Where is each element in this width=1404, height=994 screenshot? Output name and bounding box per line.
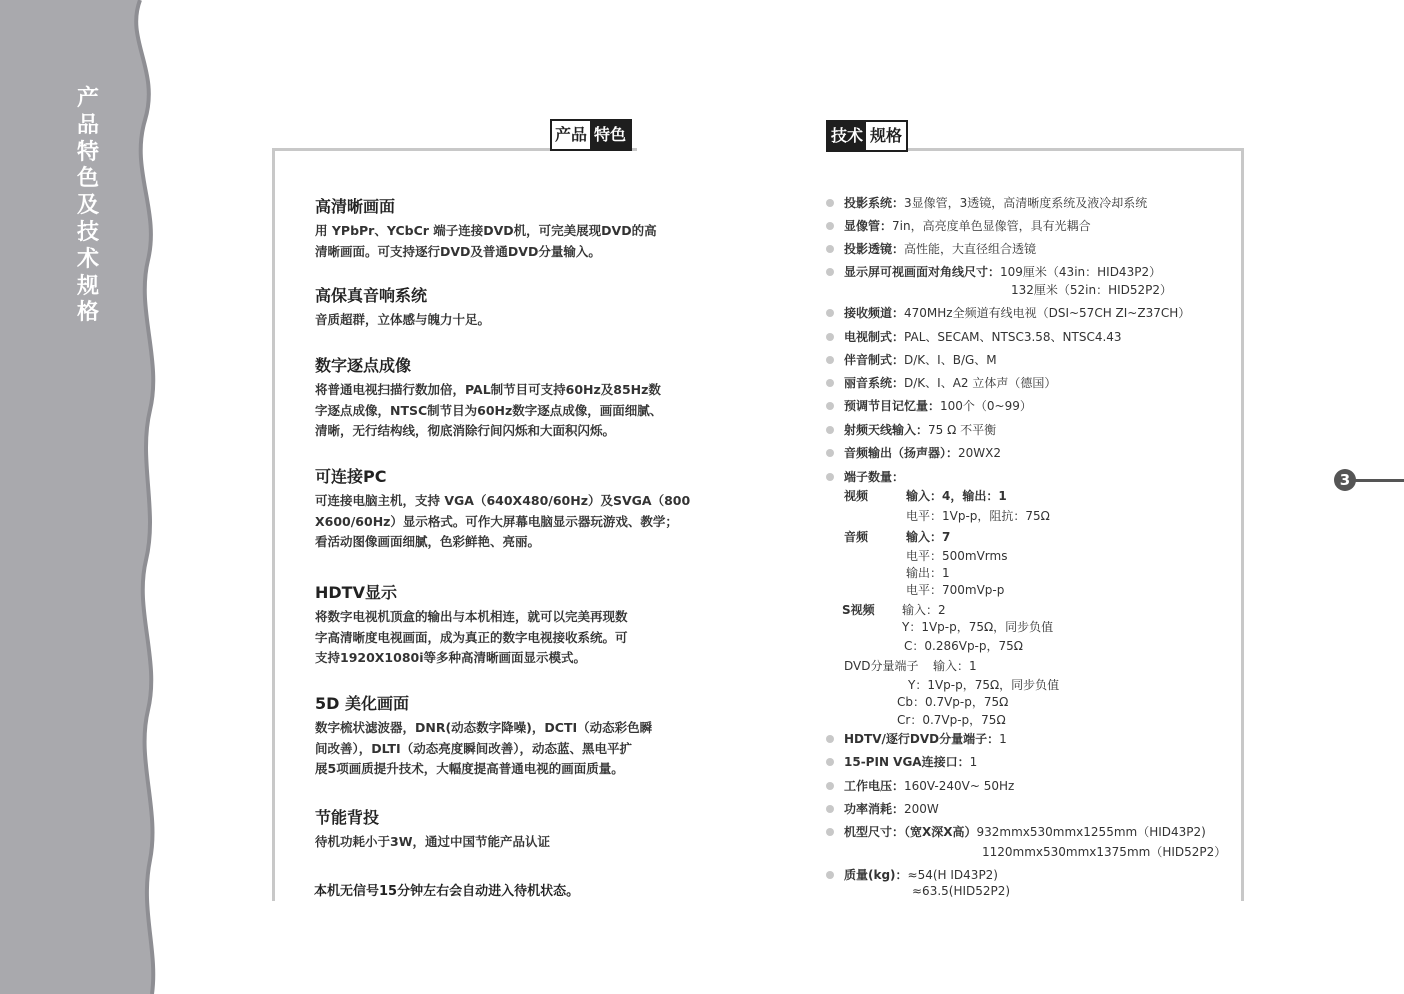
bullet-icon [826, 222, 834, 230]
spec-value: 200W [904, 802, 939, 816]
terminal-audio-out: 输出：1 [906, 566, 950, 580]
spec-label: 接收频道： [844, 306, 905, 320]
spec-value: 20WX2 [958, 446, 1002, 460]
feature-line: 间改善），DLTI（动态亮度瞬间改善），动态蓝、黑电平扩 [315, 740, 632, 756]
feature-title: 高保真音响系统 [315, 286, 428, 305]
title-char: 及 [76, 193, 99, 219]
feature-section [315, 467, 705, 553]
feature-line: 展5项画质提升技术，大幅度提高普通电视的画面质量。 [315, 761, 624, 776]
terminal-dvd-label: DVD分量端子 [844, 659, 919, 673]
terminal-video-io: 输入：4，输出：1 [906, 489, 1007, 503]
feature-title: 节能背投 [315, 808, 380, 827]
feature-line: 清晰，无行结构线，彻底消除行间闪烁和大面积闪烁。 [315, 423, 616, 438]
bullet-icon [826, 245, 834, 253]
spec-value-extra: 1120mmx530mmx1375mm（HID52P2） [982, 845, 1227, 859]
feature-title: 5D 美化画面 [315, 694, 409, 713]
bullet-icon [826, 379, 834, 387]
spec-value: 3显像管，3透镜，高清晰度系统及液冷却系统 [904, 196, 1148, 210]
terminal-video-level: 电平：1Vp-p，阻抗：75Ω [906, 509, 1050, 523]
spec-value: 7in，高亮度单色显像管，具有光耦合 [892, 219, 1091, 233]
terminal-dvd-y: Y：1Vp-p，75Ω，同步负值 [908, 678, 1060, 692]
feature-title: HDTV显示 [315, 583, 397, 602]
spec-item [826, 421, 1226, 438]
spec-item [826, 397, 1226, 414]
feature-line: 看活动图像画面细腻，色彩鲜艳、亮丽。 [315, 534, 541, 549]
terminal-audio-level-in: 电平：500mVrms [906, 549, 1008, 563]
terminal-audio-in: 输入：7 [906, 530, 951, 544]
spec-value: D/K、I、B/G、M [904, 353, 997, 367]
terminal-dvd-cb: Cb：0.7Vp-p，75Ω [897, 695, 1009, 709]
specs-heading [826, 120, 908, 152]
feature-line: 字高清晰度电视画面，成为真正的数字电视接收系统。可 [315, 629, 628, 645]
feature-section [315, 583, 705, 669]
terminal-video-label: 视频 [844, 489, 869, 503]
standby-note: 本机无信号15分钟左右会自动进入待机状态。 [314, 884, 580, 899]
spec-value: 932mmx530mmx1255mm（HID43P2) [976, 825, 1206, 839]
features-heading-part1: 产品 [555, 125, 588, 144]
feature-line: X600/60Hz）显示格式。可作大屏幕电脑显示器玩游戏、教学； [315, 513, 678, 529]
terminal-dvd-in: 输入：1 [933, 659, 977, 673]
spec-label: 伴音制式： [844, 353, 905, 367]
spec-value: ≈54(H ID43P2) [907, 868, 998, 882]
spec-value: 高性能，大直径组合透镜 [904, 242, 1037, 256]
spec-label: 丽音系统： [844, 376, 905, 390]
bullet-icon [826, 758, 834, 766]
terminal-dvd-cr: Cr：0.7Vp-p，75Ω [897, 713, 1006, 727]
bullet-icon [826, 735, 834, 743]
side-banner [0, 0, 175, 994]
title-char: 色 [76, 166, 99, 192]
bullet-icon [826, 871, 834, 879]
feature-line: 待机功耗小于3W，通过中国节能产品认证 [315, 834, 550, 849]
spec-value: PAL、SECAM、NTSC3.58、NTSC4.43 [904, 330, 1122, 344]
features-heading [550, 119, 632, 151]
spec-value: D/K、I、A2 立体声（德国） [904, 376, 1057, 390]
feature-section [315, 694, 705, 780]
title-char: 品 [76, 112, 99, 138]
spec-item [826, 217, 1226, 234]
feature-line: 音质超群，立体感与魄力十足。 [315, 312, 491, 327]
spec-value: 160V-240V~ 50Hz [904, 779, 1015, 793]
spec-label: 电视制式： [844, 330, 905, 344]
bullet-icon [826, 473, 834, 481]
spec-item [826, 800, 1226, 817]
title-char: 格 [76, 300, 99, 326]
feature-line: 清晰画面。可支持逐行DVD及普通DVD分量输入。 [315, 243, 601, 259]
spec-label: 质量(kg)： [844, 868, 908, 882]
spec-value: 75 Ω 不平衡 [928, 423, 997, 437]
spec-item [826, 444, 1226, 461]
spec-item [826, 753, 1226, 770]
terminal-svideo-c: C：0.286Vp-p，75Ω [904, 639, 1023, 653]
feature-line: 字逐点成像，NTSC制节目为60Hz数字逐点成像，画面细腻、 [315, 402, 663, 418]
bullet-icon [826, 309, 834, 317]
bullet-icon [826, 449, 834, 457]
feature-section [315, 197, 705, 262]
spec-item [826, 866, 1226, 883]
feature-title: 高清晰画面 [315, 197, 396, 216]
title-char: 产 [76, 86, 99, 111]
terminal-svideo-y: Y：1Vp-p，75Ω，同步负值 [902, 620, 1054, 634]
spec-label: 投影透镜： [844, 242, 905, 256]
feature-line: 将数字电视机顶盒的输出与本机相连，就可以完美再现数 [315, 609, 628, 624]
feature-section [315, 808, 705, 853]
spec-value: 1 [999, 732, 1007, 746]
feature-section [315, 356, 705, 442]
spec-label: 投影系统： [844, 196, 905, 210]
title-char: 技 [76, 219, 99, 245]
spec-value: 109厘米（43in：HID43P2） [1000, 265, 1162, 279]
title-char: 术 [76, 246, 99, 272]
spec-item [826, 351, 1226, 368]
terminal-svideo-in: 输入：2 [902, 603, 946, 617]
spec-label: 显像管： [844, 219, 893, 233]
title-char: 特 [76, 139, 99, 165]
spec-label: 显示屏可视画面对角线尺寸： [844, 265, 1001, 279]
spec-value-extra: 132厘米（52in：HID52P2） [1011, 283, 1173, 297]
bullet-icon [826, 333, 834, 341]
bullet-icon [826, 268, 834, 276]
feature-section [315, 286, 705, 331]
title-char: 规 [76, 273, 99, 299]
spec-item [826, 194, 1226, 211]
bullet-icon [826, 828, 834, 836]
features-heading-part2: 特色 [590, 121, 630, 149]
feature-title: 可连接PC [315, 467, 387, 486]
spec-item [826, 777, 1226, 794]
spec-value: 100个（0~99） [940, 399, 1032, 413]
feature-line: 支持1920X1080i等多种高清晰画面显示模式。 [315, 650, 587, 665]
spec-label: 机型尺寸：（宽X深X高） [844, 825, 977, 839]
spec-item [826, 328, 1226, 345]
bullet-icon [826, 199, 834, 207]
bullet-icon [826, 426, 834, 434]
feature-line: 可连接电脑主机，支持 VGA（640X480/60Hz）及SVGA（800 [315, 493, 691, 508]
feature-line: 将普通电视扫描行数加倍，PAL制节目可支持60Hz及85Hz数 [315, 382, 661, 397]
spec-label: 15-PIN VGA连接口： [844, 755, 970, 769]
spec-item [826, 304, 1226, 321]
bullet-icon [826, 356, 834, 364]
spec-label: 功率消耗： [844, 802, 905, 816]
terminal-audio-level-out: 电平：700mVp-p [906, 583, 1005, 597]
feature-line: 用 YPbPr、YCbCr 端子连接DVD机，可完美展现DVD的高 [315, 223, 657, 238]
spec-label: 音频输出（扬声器）： [844, 446, 959, 460]
terminal-svideo-label: S视频 [842, 603, 875, 617]
bullet-icon [826, 402, 834, 410]
feature-title: 数字逐点成像 [315, 356, 412, 375]
spec-item [826, 263, 1226, 280]
spec-label: 端子数量： [844, 470, 905, 484]
specs-heading-part1: 技术 [828, 122, 866, 150]
spec-item [826, 240, 1226, 257]
vertical-title [68, 86, 108, 327]
spec-value: 1 [969, 755, 978, 769]
spec-label: 射频天线输入： [844, 423, 929, 437]
page-number: 3 [1334, 469, 1356, 491]
spec-label: 预调节目记忆量： [844, 399, 941, 413]
spec-item [826, 468, 1226, 485]
page-marker-line [1355, 479, 1404, 482]
spec-label: 工作电压： [844, 779, 905, 793]
spec-value: 470MHz全频道有线电视（DSI~57CH ZI~Z37CH） [904, 306, 1191, 320]
bullet-icon [826, 782, 834, 790]
terminal-audio-label: 音频 [844, 530, 869, 544]
spec-item [826, 823, 1226, 840]
feature-line: 数字梳状滤波器，DNR(动态数字降噪)，DCTI（动态彩色瞬 [315, 720, 653, 735]
spec-item [826, 374, 1226, 391]
spec-item [826, 730, 1226, 747]
spec-value-extra: ≈63.5(HID52P2) [912, 884, 1011, 898]
specs-heading-part2: 规格 [866, 122, 906, 150]
spec-label: HDTV/逐行DVD分量端子： [844, 732, 1000, 746]
bullet-icon [826, 805, 834, 813]
